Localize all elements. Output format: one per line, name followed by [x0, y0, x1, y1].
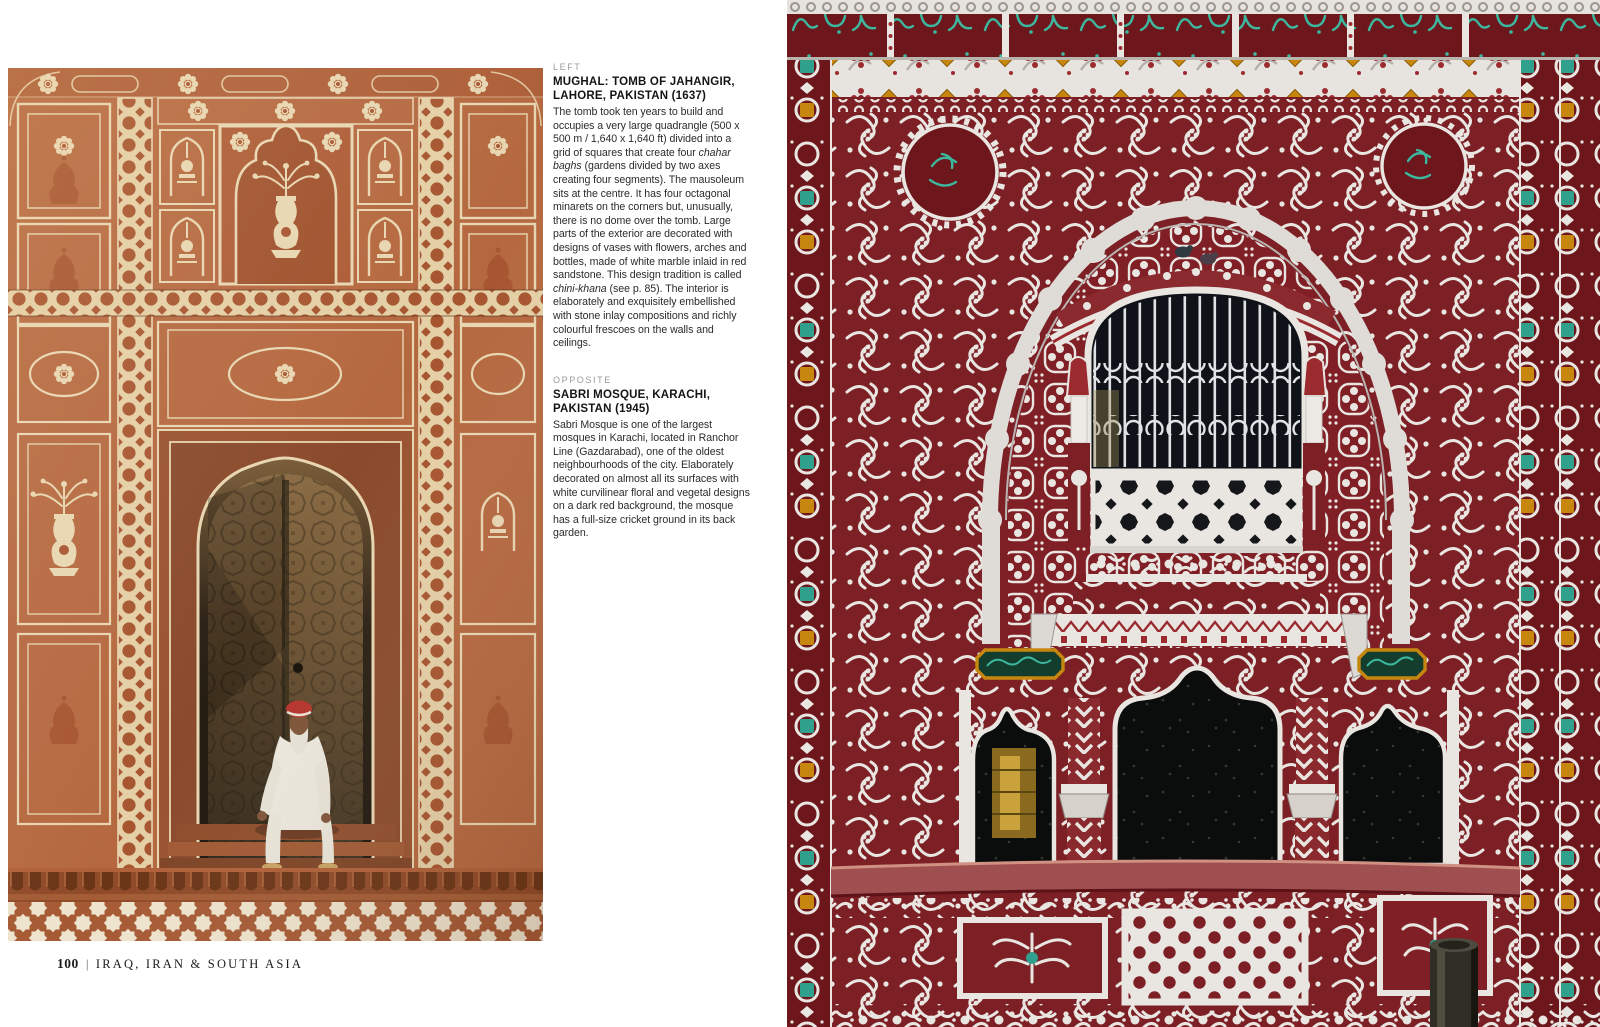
- caption-label: LEFT: [553, 62, 582, 72]
- calligraphy-band: [787, 14, 1600, 57]
- caption-tomb-of-jahangir: [553, 62, 751, 351]
- footer-section-title: IRAQ, IRAN & SOUTH ASIA: [95, 957, 304, 971]
- right-border-column-inner: [1520, 60, 1560, 1027]
- window-grille: [1088, 290, 1305, 472]
- parapet-ledge: [831, 861, 1520, 896]
- left-border-column: [787, 60, 831, 1027]
- footer-separator: |: [85, 957, 89, 971]
- caption-body: The tomb took ten years to build and occupies a very large quadrangle (500 x 500 m / 1,640 x 1,640 ft) divided into a grid of squares that create four chahar baghs (gardens divided by two axes creating four segments). The mausoleum sits at the centre. It has four octagonal minarets on the corners but, unusually, there is no dome over the tomb. Large parts of the exterior are decorated with designs of vases with flowers, arches and bottles, made of white marble inlaid in red sandstone. This design tradition is called chini-khana (see p. 85). The interior is elaborately and exquisitely embellished with stone inlay compositions and richly colourful frescoes on the walls and ceilings.: [553, 106, 747, 350]
- right-opening: [1341, 706, 1445, 865]
- page-footer: [57, 956, 303, 972]
- calligraphy-plaque-left: [977, 650, 1063, 678]
- sabri-mosque-photo: [787, 0, 1600, 1027]
- caption-sabri-mosque: [553, 375, 751, 541]
- lower-panel-left: [960, 920, 1105, 996]
- tomb-of-jahangir-photo: [8, 68, 543, 941]
- colonnette-left: [1067, 357, 1090, 545]
- white-frieze-band: [787, 60, 1600, 99]
- calligraphy-plaque-right: [1359, 650, 1425, 678]
- chain-band: [787, 99, 1600, 112]
- balcony: [1073, 470, 1320, 614]
- caption-label: OPPOSITE: [553, 374, 612, 385]
- central-opening: [1115, 668, 1280, 865]
- page-number: 100: [57, 956, 79, 971]
- colonnette-right: [1303, 357, 1326, 545]
- lattice-screen-panel: [1125, 912, 1305, 1002]
- bottom-floral-band: [831, 1004, 1600, 1027]
- caption-title: SABRI MOSQUE, KARACHI, PAKISTAN (1945): [553, 388, 711, 415]
- wooden-pole: [1430, 938, 1478, 1027]
- right-border-column-outer: [1560, 60, 1600, 1027]
- caption-body: Sabri Mosque is one of the largest mosques in Karachi, located in Ranchor Line (Gazdarabad), one of the oldest neighbourhoods of the city. Elaborately decorated on almost all its surfaces with white curvilinear floral and vegetal designs on a dark red background, the mosque has a full-size cricket ground in its back garden.: [553, 418, 750, 540]
- caption-column: [553, 62, 751, 541]
- caption-title: MUGHAL: TOMB OF JAHANGIR, LAHORE, PAKISTAN (1637): [553, 76, 735, 102]
